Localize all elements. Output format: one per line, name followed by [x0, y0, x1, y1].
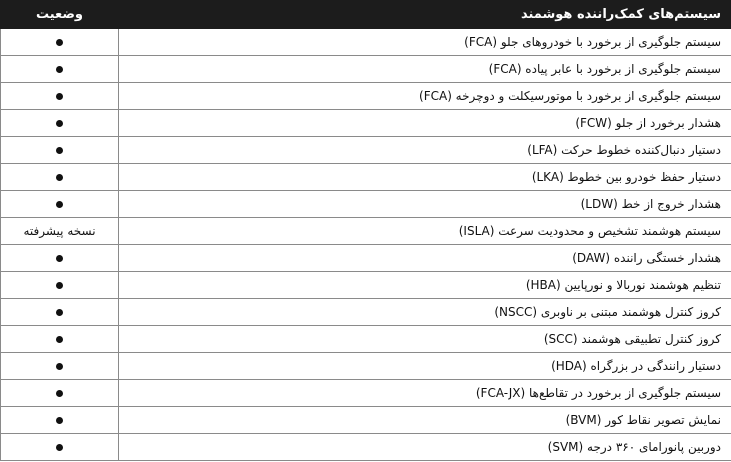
included-bullet-icon: [56, 309, 63, 316]
status-cell: [1, 29, 119, 56]
status-cell: [1, 110, 119, 137]
status-cell: [1, 56, 119, 83]
feature-cell: سیستم جلوگیری از برخورد در تقاطع‌ها (FCA-JX): [119, 380, 731, 407]
feature-cell: نمایش تصویر نقاط کور (BVM): [119, 407, 731, 434]
table-row: [1, 353, 731, 380]
table-body: [1, 29, 731, 461]
included-bullet-icon: [56, 282, 63, 289]
status-cell: [1, 272, 119, 299]
included-bullet-icon: [56, 255, 63, 262]
header-row: [1, 1, 731, 29]
included-bullet-icon: [56, 390, 63, 397]
table-row: [1, 380, 731, 407]
feature-column-header: سیستم‌های کمک‌راننده هوشمند: [119, 1, 731, 29]
status-cell: [1, 353, 119, 380]
status-cell: [1, 299, 119, 326]
included-bullet-icon: [56, 201, 63, 208]
included-bullet-icon: [56, 363, 63, 370]
status-cell: [1, 191, 119, 218]
feature-cell: سیستم جلوگیری از برخورد با موتورسیکلت و دوچرخه (FCA): [119, 83, 731, 110]
status-cell: [1, 137, 119, 164]
status-cell: [1, 380, 119, 407]
status-cell: [1, 407, 119, 434]
feature-cell: کروز کنترل هوشمند مبتنی بر ناوبری (NSCC): [119, 299, 731, 326]
status-column-header: وضعیت: [1, 1, 119, 29]
table-row: [1, 434, 731, 461]
table-row: [1, 110, 731, 137]
table-row: [1, 407, 731, 434]
feature-cell: سیستم هوشمند تشخیص و محدودیت سرعت (ISLA): [119, 218, 731, 245]
table-row: [1, 137, 731, 164]
feature-cell: دستیار حفظ خودرو بین خطوط (LKA): [119, 164, 731, 191]
table-row: [1, 191, 731, 218]
feature-cell: هشدار خروج از خط (LDW): [119, 191, 731, 218]
status-cell: [1, 245, 119, 272]
status-cell: [1, 326, 119, 353]
included-bullet-icon: [56, 120, 63, 127]
table-row: [1, 245, 731, 272]
status-cell: [1, 434, 119, 461]
table-row: [1, 218, 731, 245]
included-bullet-icon: [56, 147, 63, 154]
included-bullet-icon: [56, 174, 63, 181]
table-row: [1, 29, 731, 56]
table-row: [1, 83, 731, 110]
table-row: [1, 164, 731, 191]
status-cell: [1, 83, 119, 110]
feature-cell: هشدار خستگی راننده (DAW): [119, 245, 731, 272]
included-bullet-icon: [56, 336, 63, 343]
feature-cell: دوربین پانورامای ۳۶۰ درجه (SVM): [119, 434, 731, 461]
included-bullet-icon: [56, 39, 63, 46]
status-cell: نسخه پیشرفته: [1, 218, 119, 245]
included-bullet-icon: [56, 417, 63, 424]
table-row: [1, 326, 731, 353]
feature-cell: تنظیم هوشمند نوربالا و نورپایین (HBA): [119, 272, 731, 299]
included-bullet-icon: [56, 66, 63, 73]
feature-cell: هشدار برخورد از جلو (FCW): [119, 110, 731, 137]
included-bullet-icon: [56, 93, 63, 100]
table-row: [1, 299, 731, 326]
feature-cell: دستیار رانندگی در بزرگراه (HDA): [119, 353, 731, 380]
table-row: [1, 56, 731, 83]
included-bullet-icon: [56, 444, 63, 451]
table-row: [1, 272, 731, 299]
status-cell: [1, 164, 119, 191]
feature-cell: سیستم جلوگیری از برخورد با خودروهای جلو (FCA): [119, 29, 731, 56]
feature-cell: سیستم جلوگیری از برخورد با عابر پیاده (FCA): [119, 56, 731, 83]
feature-cell: کروز کنترل تطبیقی هوشمند (SCC): [119, 326, 731, 353]
feature-cell: دستیار دنبال‌کننده خطوط حرکت (LFA): [119, 137, 731, 164]
